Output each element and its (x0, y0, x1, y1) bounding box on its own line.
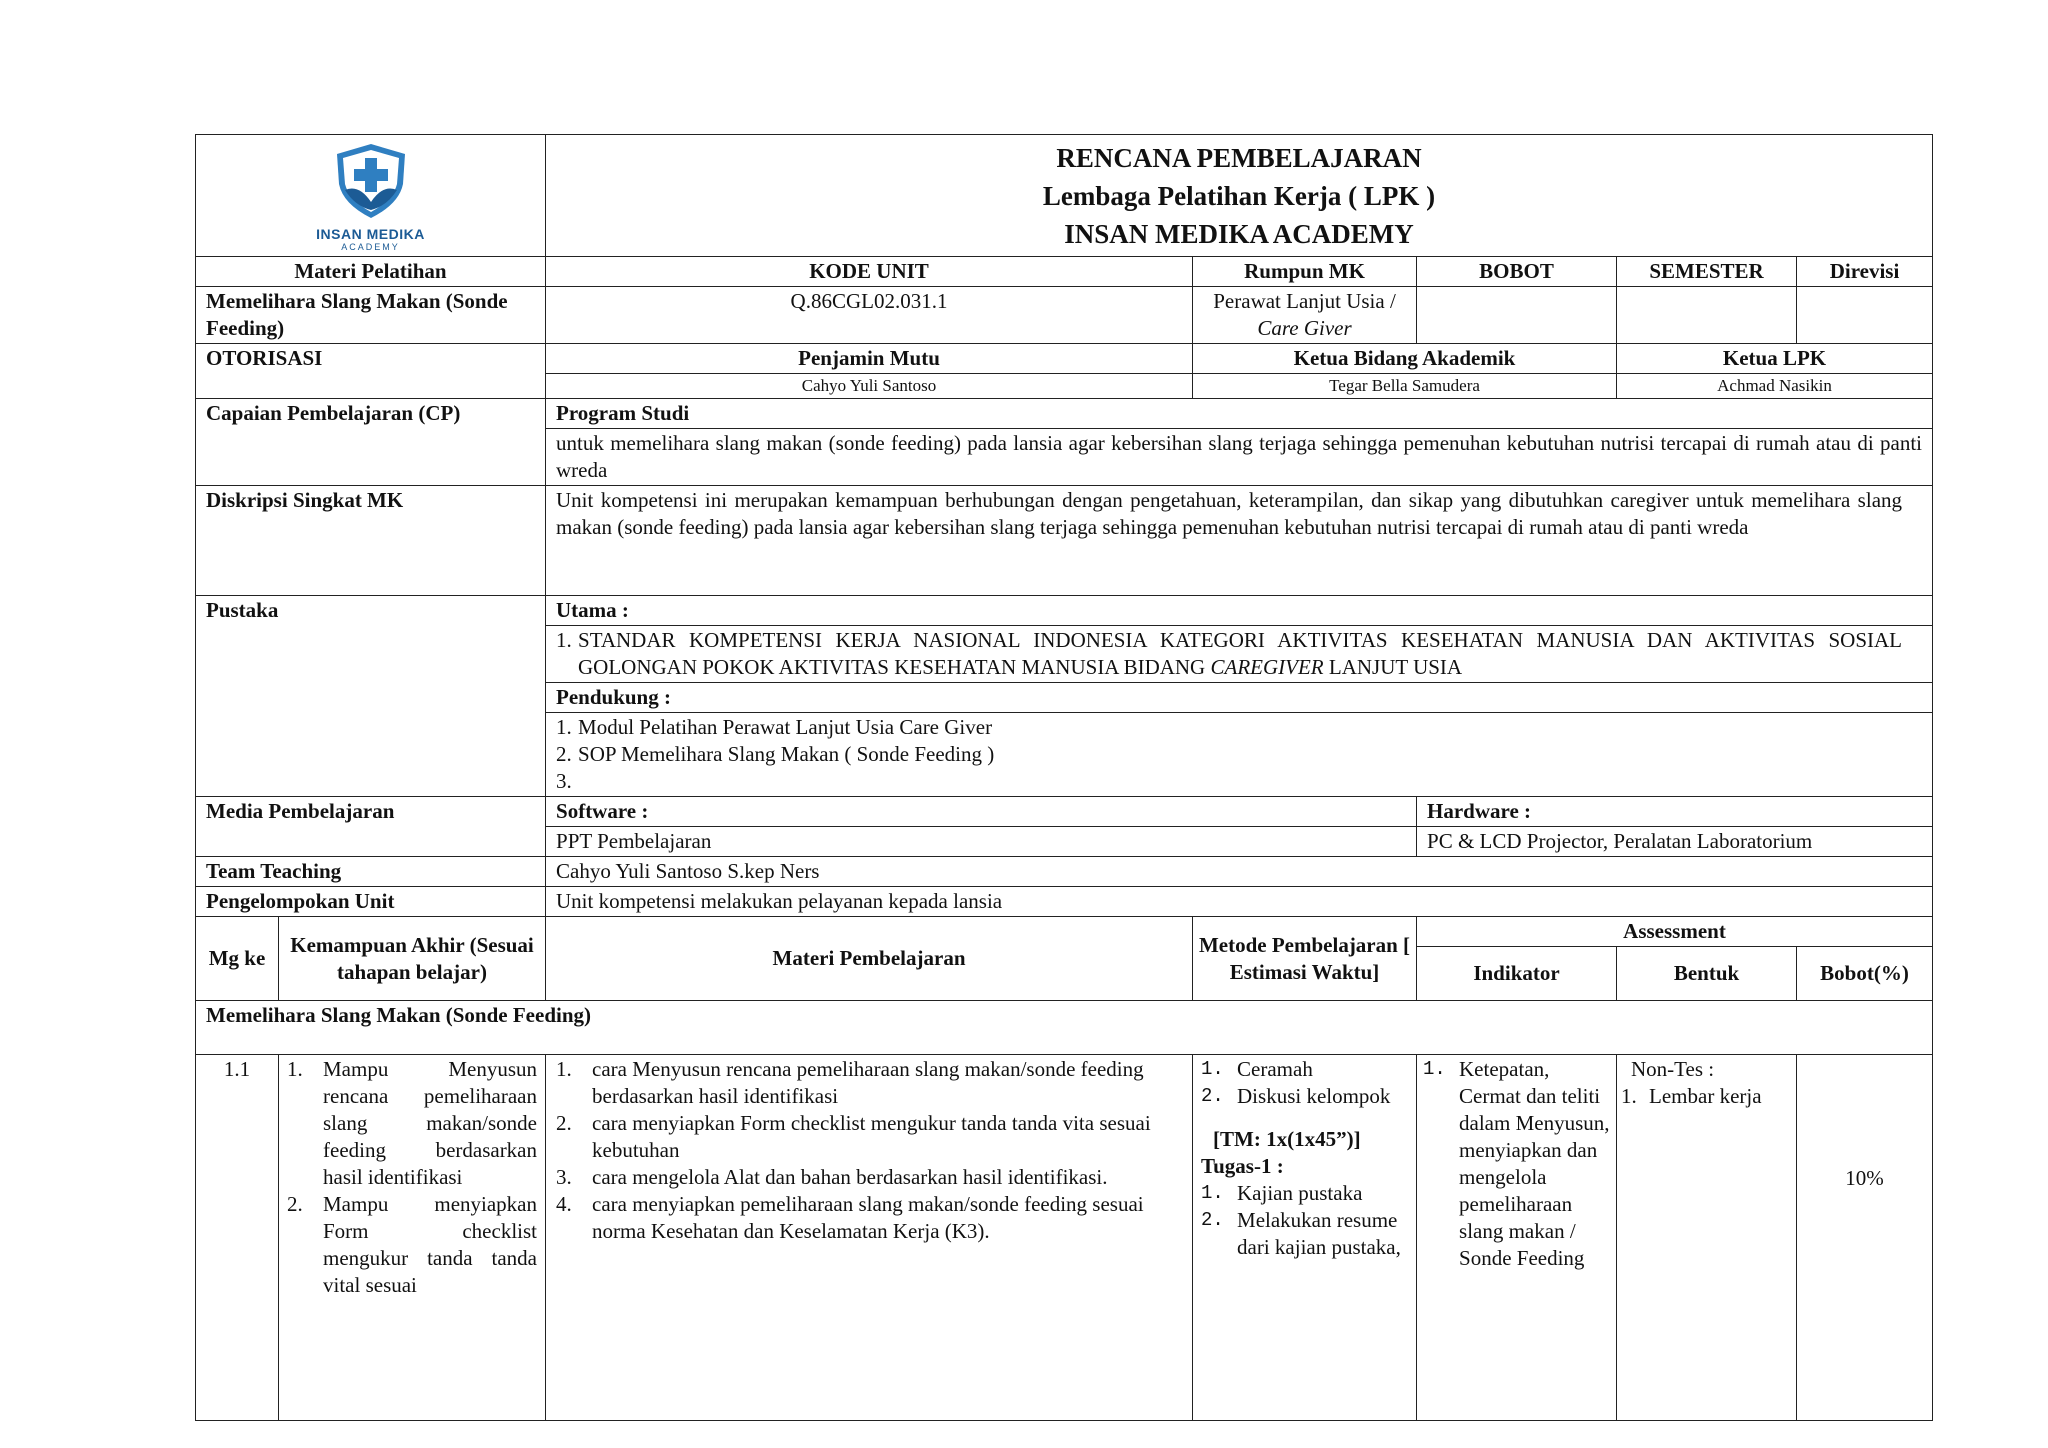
list-text (578, 627, 1902, 681)
list-item (287, 1056, 537, 1191)
header-indikator: Indikator (1417, 947, 1617, 1001)
pustaka-utama-list (546, 626, 1933, 683)
list-text: Mampu Menyusun rencana pemeliharaan slang makan/sonde feeding berdasarkan hasil identifikasi (323, 1057, 538, 1189)
row-metode (1193, 1055, 1417, 1421)
direvisi-value (1797, 287, 1933, 344)
pustaka-pendukung-label: Pendukung : (546, 683, 1933, 713)
otorisasi-label: OTORISASI (196, 344, 546, 399)
list-number: 2. (556, 1111, 572, 1135)
pustaka-text-pre: STANDAR KOMPETENSI KERJA NASIONAL INDONESIA KATEGORI AKTIVITAS KESEHATAN MANUSIA DAN AKTIVITAS SOSIAL GOLONGAN POKOK AKTIVITAS KESEHATAN MANUSIA BIDANG (578, 628, 1903, 679)
list-item (1201, 1180, 1408, 1207)
row-kemampuan (279, 1055, 546, 1421)
col-materi-pelatihan: Materi Pelatihan (196, 257, 546, 287)
hardware-value: PC & LCD Projector, Peralatan Laboratorium (1417, 827, 1933, 857)
deskripsi-text: Unit kompetensi ini merupakan kemampuan berhubungan dengan pengetahuan, keterampilan, dan sikap yang dibutuhkan caregiver untuk memelihara slang makan (sonde feeding) pada lansia agar kebersihan slang terjaga sehingga pemenuhan kebutuhan nutrisi tercapai di rumah atau di panti wreda (546, 486, 1933, 596)
list-item (1201, 1083, 1408, 1110)
row-indikator (1417, 1055, 1617, 1421)
col-kode-unit: KODE UNIT (546, 257, 1193, 287)
insan-medika-logo-icon (323, 140, 419, 220)
list-number: 1. (556, 1057, 572, 1081)
list-number: 1. (1621, 1084, 1637, 1108)
list-item (556, 1191, 1182, 1245)
list-text: Kajian pustaka (1237, 1181, 1363, 1205)
row-bentuk (1617, 1055, 1797, 1421)
list-text (578, 768, 1922, 795)
semester-value (1617, 287, 1797, 344)
header-materi: Materi Pembelajaran (546, 917, 1193, 1001)
list-text: cara Menyusun rencana pemeliharaan slang makan/sonde feeding berdasarkan hasil identifikasi (592, 1057, 1144, 1108)
list-number: 1. (1423, 1058, 1446, 1080)
list-text: Ceramah (1237, 1057, 1313, 1081)
ketua-lpk-name: Achmad Nasikin (1617, 374, 1933, 399)
pustaka-label: Pustaka (196, 596, 546, 797)
pustaka-text-post: LANJUT USIA (1323, 655, 1463, 679)
list-number: 4. (556, 1192, 572, 1216)
course-name: Memelihara Slang Makan (Sonde Feeding) (196, 287, 546, 344)
pustaka-utama-label: Utama : (546, 596, 1933, 626)
list-number: 2. (1201, 1209, 1224, 1231)
list-item (1201, 1056, 1408, 1083)
list-item (556, 768, 1922, 795)
ketua-akademik-name: Tegar Bella Samudera (1193, 374, 1617, 399)
software-label: Software : (546, 797, 1417, 827)
penjamin-mutu-label: Penjamin Mutu (546, 344, 1193, 374)
title-line-3: INSAN MEDIKA ACADEMY (1064, 218, 1414, 249)
list-text: Melakukan resume dari kajian pustaka, (1237, 1208, 1401, 1259)
row-materi (546, 1055, 1193, 1421)
list-item (556, 1110, 1182, 1164)
document-title (546, 135, 1933, 257)
ketua-akademik-label: Ketua Bidang Akademik (1193, 344, 1617, 374)
header-kemampuan: Kemampuan Akhir (Sesuai tahapan belajar) (279, 917, 546, 1001)
list-item (1201, 1207, 1408, 1261)
team-value: Cahyo Yuli Santoso S.kep Ners (546, 857, 1933, 887)
col-rumpun-mk: Rumpun MK (1193, 257, 1417, 287)
lesson-plan-table (195, 134, 1933, 1421)
list-number: 3. (556, 1165, 572, 1189)
row-bobot: 10% (1797, 1055, 1933, 1421)
cp-label: Capaian Pembelajaran (CP) (196, 399, 546, 486)
penjamin-mutu-name: Cahyo Yuli Santoso (546, 374, 1193, 399)
deskripsi-label: Diskripsi Singkat MK (196, 486, 546, 596)
row-mg: 1.1 (196, 1055, 279, 1421)
title-line-1: RENCANA PEMBELAJARAN (1056, 142, 1422, 173)
col-bobot: BOBOT (1417, 257, 1617, 287)
list-item (556, 1164, 1182, 1191)
logo-text: INSAN MEDIKA (316, 225, 425, 242)
list-text: Modul Pelatihan Perawat Lanjut Usia Care Giver (578, 715, 993, 739)
rumpun-plain: Perawat Lanjut Usia / (1213, 289, 1396, 313)
estimasi-waktu: [TM: 1x(1x45”)] (1213, 1127, 1361, 1151)
ketua-lpk-label: Ketua LPK (1617, 344, 1933, 374)
list-item (287, 1191, 537, 1299)
list-number: 1. (1201, 1058, 1224, 1080)
list-item (1621, 1083, 1792, 1110)
cp-text: untuk memelihara slang makan (sonde feeding) pada lansia agar kebersihan slang terjaga sehingga pemenuhan kebutuhan nutrisi tercapai di rumah atau di panti wreda (546, 429, 1933, 486)
list-number: 1. (287, 1057, 303, 1081)
tugas-label: Tugas-1 : (1201, 1154, 1284, 1178)
list-item (556, 1056, 1182, 1110)
media-label: Media Pembelajaran (196, 797, 546, 857)
pustaka-text-italic: CAREGIVER (1210, 655, 1324, 679)
list-text: cara menyiapkan Form checklist mengukur tanda tanda vita sesuai kebutuhan (592, 1111, 1151, 1162)
list-text: Lembar kerja (1649, 1084, 1762, 1108)
list-number: 2. (556, 742, 572, 766)
list-text: SOP Memelihara Slang Makan ( Sonde Feeding ) (578, 742, 995, 766)
list-item (556, 627, 1902, 681)
software-value: PPT Pembelajaran (546, 827, 1417, 857)
rumpun-italic: Care Giver (1257, 316, 1352, 340)
logo-cell (196, 135, 546, 257)
list-item (556, 741, 1922, 768)
pengelompokan-label: Pengelompokan Unit (196, 887, 546, 917)
team-label: Team Teaching (196, 857, 546, 887)
list-item (1423, 1056, 1610, 1272)
header-mg: Mg ke (196, 917, 279, 1001)
list-text: Mampu menyiapkan Form checklist mengukur tanda tanda vital sesuai (323, 1192, 538, 1297)
header-assessment: Assessment (1417, 917, 1933, 947)
list-text: cara menyiapkan pemeliharaan slang makan/sonde feeding sesuai norma Kesehatan dan Keselamatan Kerja (K3). (592, 1192, 1144, 1243)
list-number: 1. (1201, 1182, 1224, 1204)
rumpun-mk-value (1193, 287, 1417, 344)
cp-sub-label: Program Studi (546, 399, 1933, 429)
list-text: Diskusi kelompok (1237, 1084, 1391, 1108)
bentuk-label: Non-Tes : (1631, 1057, 1715, 1081)
list-text: Ketepatan, Cermat dan teliti dalam Menyusun, menyiapkan dan mengelola pemeliharaan slang makan / Sonde Feeding (1459, 1057, 1610, 1270)
header-metode: Metode Pembelajaran [ Estimasi Waktu] (1193, 917, 1417, 1001)
kode-unit-value: Q.86CGL02.031.1 (546, 287, 1193, 344)
col-direvisi: Direvisi (1797, 257, 1933, 287)
pustaka-pendukung-list (546, 713, 1933, 797)
list-number: 1. (556, 628, 572, 652)
list-item (556, 714, 1922, 741)
list-number: 1. (556, 715, 572, 739)
header-bobot-persen: Bobot(%) (1797, 947, 1933, 1001)
header-bentuk: Bentuk (1617, 947, 1797, 1001)
list-number: 2. (287, 1192, 303, 1216)
list-number: 2. (1201, 1085, 1224, 1107)
section-title: Memelihara Slang Makan (Sonde Feeding) (196, 1001, 1933, 1055)
logo-subtext: ACADEMY (341, 241, 400, 252)
list-number: 3. (556, 769, 572, 793)
title-line-2: Lembaga Pelatihan Kerja ( LPK ) (1042, 180, 1436, 211)
bobot-value (1417, 287, 1617, 344)
pengelompokan-value: Unit kompetensi melakukan pelayanan kepada lansia (546, 887, 1933, 917)
list-text: cara mengelola Alat dan bahan berdasarkan hasil identifikasi. (592, 1165, 1108, 1189)
col-semester: SEMESTER (1617, 257, 1797, 287)
hardware-label: Hardware : (1417, 797, 1933, 827)
